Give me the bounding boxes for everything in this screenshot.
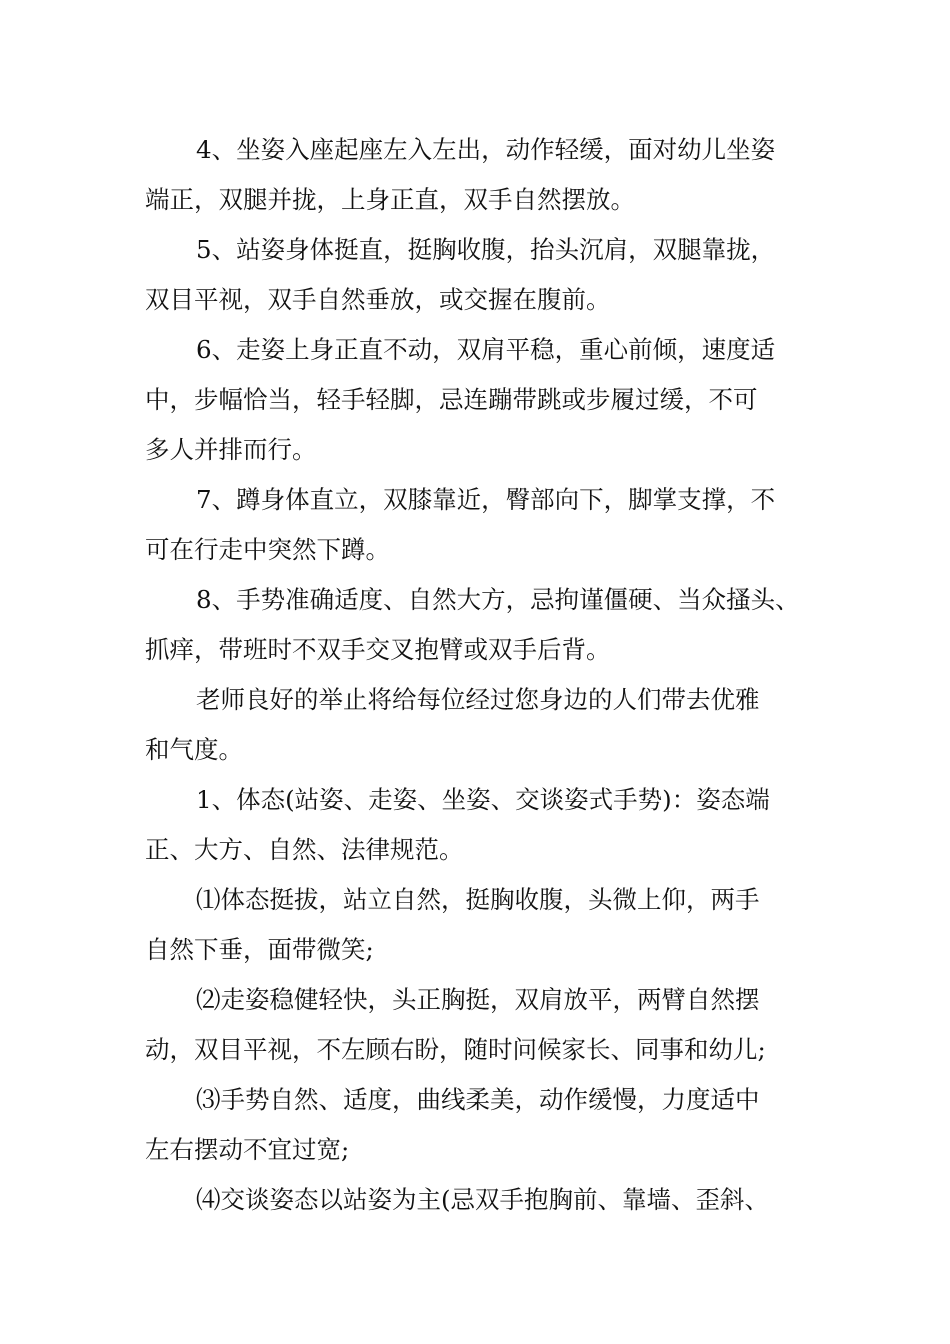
text-line: 左右摆动不宜过宽; — [145, 1135, 350, 1164]
text-line: 老师良好的举止将给每位经过您身边的人们带去优雅 — [196, 685, 760, 714]
text-line: 可在行走中突然下蹲。 — [145, 535, 390, 564]
text-line: 动，双目平视，不左顾右盼，随时问候家长、同事和幼儿; — [145, 1035, 766, 1064]
text-line: ⑶手势自然、适度，曲线柔美，动作缓慢，力度适中 — [196, 1085, 760, 1114]
text-line: 抓痒，带班时不双手交叉抱臂或双手后背。 — [145, 635, 611, 664]
text-line: 多人并排而行。 — [145, 435, 317, 464]
text-line: 5、站姿身体挺直，挺胸收腹，抬头沉肩，双腿靠拢， — [196, 235, 776, 264]
text-line: 1、体态(站姿、走姿、坐姿、交谈姿式手势)：姿态端 — [196, 785, 770, 814]
text-line: 8、手势准确适度、自然大方，忌拘谨僵硬、当众搔头、 — [196, 585, 800, 614]
text-line: 中，步幅恰当，轻手轻脚，忌连蹦带跳或步履过缓，不可 — [145, 385, 758, 414]
text-line: ⑵走姿稳健轻快，头正胸挺，双肩放平，两臂自然摆 — [196, 985, 760, 1014]
text-line: ⑴体态挺拔，站立自然，挺胸收腹，头微上仰，两手 — [196, 885, 760, 914]
text-line: 端正，双腿并拢，上身正直，双手自然摆放。 — [145, 185, 635, 214]
text-line: 正、大方、自然、法律规范。 — [145, 835, 464, 864]
text-line: 4、坐姿入座起座左入左出，动作轻缓，面对幼儿坐姿 — [196, 135, 776, 164]
text-line: 和气度。 — [145, 735, 243, 764]
text-line: 双目平视，双手自然垂放，或交握在腹前。 — [145, 285, 611, 314]
text-line: 自然下垂，面带微笑; — [145, 935, 374, 964]
text-line: 6、走姿上身正直不动，双肩平稳，重心前倾，速度适 — [196, 335, 776, 364]
text-line: 7、蹲身体直立，双膝靠近，臀部向下，脚掌支撑，不 — [196, 485, 776, 514]
text-line: ⑷交谈姿态以站姿为主(忌双手抱胸前、靠墙、歪斜、 — [196, 1185, 770, 1214]
